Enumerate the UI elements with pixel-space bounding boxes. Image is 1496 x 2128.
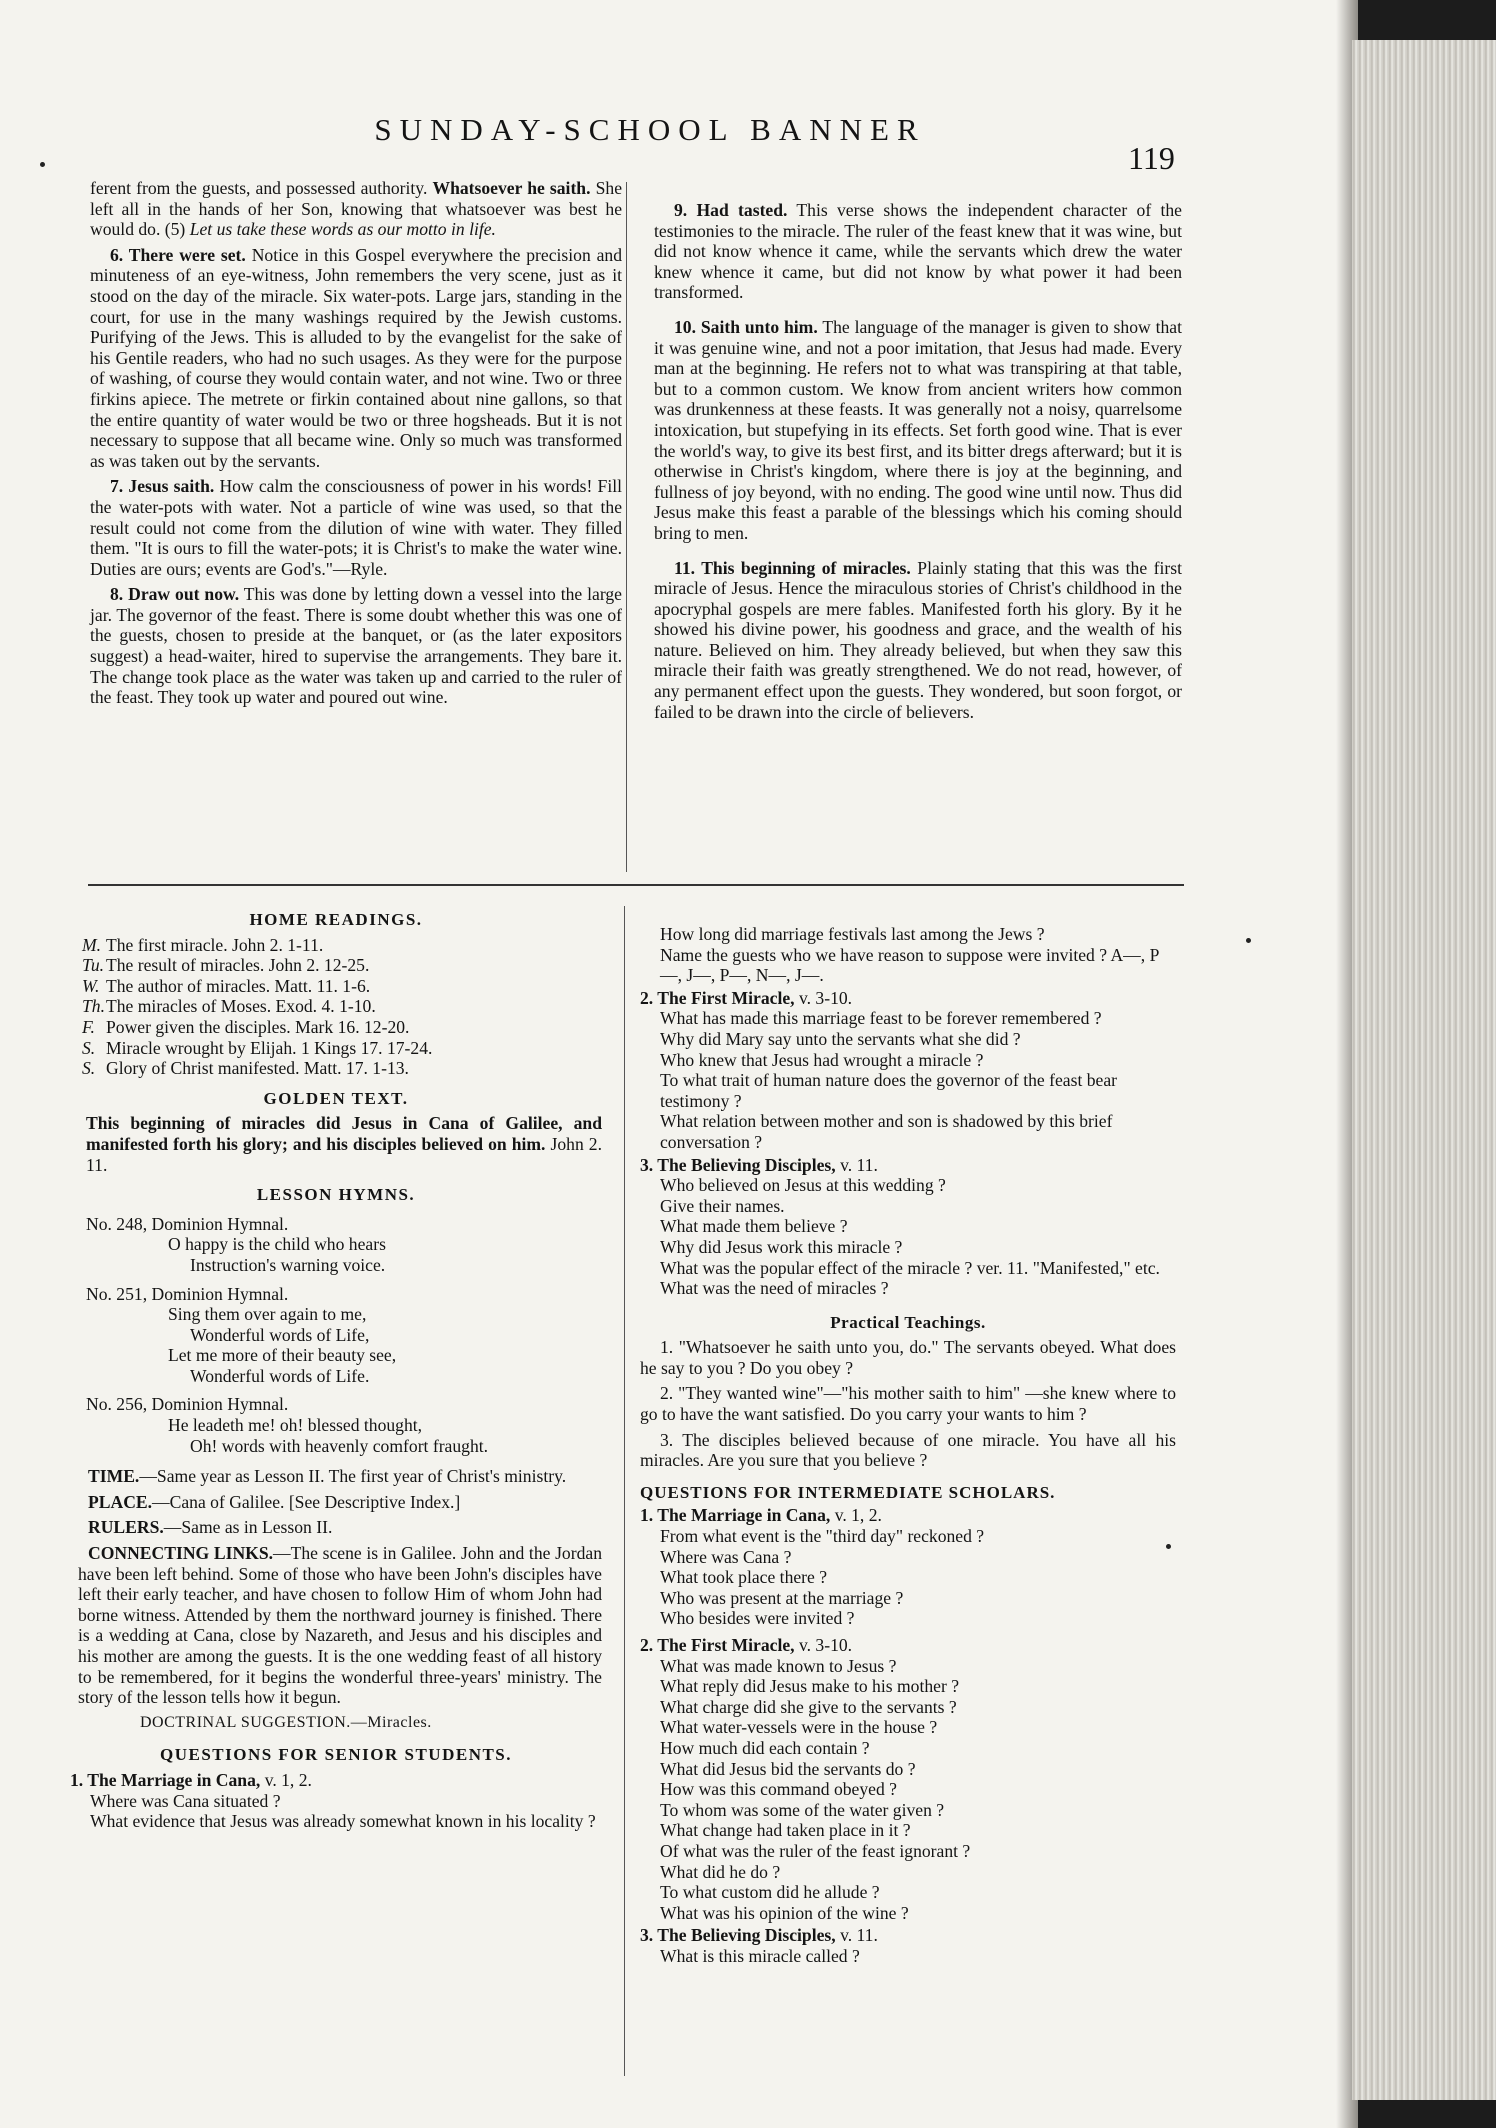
reading-day: W. bbox=[82, 975, 100, 996]
reading-text: Miracle wrought by Elijah. 1 Kings 17. 17-24. bbox=[106, 1037, 433, 1058]
practical-teachings-list bbox=[640, 1337, 1176, 1471]
lesson-time-label: TIME. bbox=[88, 1466, 140, 1487]
question-item: What made them believe ? bbox=[660, 1216, 848, 1237]
lesson-time-value: —Same year as Lesson II. The first year of Christ's ministry. bbox=[139, 1466, 567, 1487]
golden-text bbox=[86, 1113, 602, 1175]
question-item: Name the guests who we have reason to suppose were invited ? A—, P—, J—, P—, N—, J—. bbox=[660, 944, 1160, 986]
senior-section-1-heading bbox=[70, 1770, 602, 1791]
question-item: To what trait of human nature does the governor of the feast bear testimony ? bbox=[660, 1070, 1118, 1111]
page-edges bbox=[1352, 40, 1496, 2100]
practical-teaching-item: 1. "Whatsoever he saith unto you, do." The servants obeyed. What does he say to you ? Do you obey ? bbox=[640, 1337, 1176, 1378]
question-item: What is this miracle called ? bbox=[660, 1945, 860, 1966]
question-item: What did he do ? bbox=[660, 1861, 781, 1882]
lesson-rulers bbox=[78, 1517, 602, 1538]
note-9-body: This verse shows the independent character of the testimonies to the miracle. The ruler of the feast knew that it was wine, but did not know whence it came, while the servants which drew the water knew whence it came, but did not know by what power it had been transformed. bbox=[654, 200, 1182, 303]
intermediate-questions-title: QUESTIONS FOR INTERMEDIATE SCHOLARS. bbox=[640, 1482, 1056, 1502]
reading-item bbox=[82, 955, 602, 976]
question-item: Who was present at the marriage ? bbox=[660, 1587, 904, 1608]
column-divider bbox=[624, 906, 625, 2076]
note-intro-text: ferent from the guests, and possessed authority. bbox=[90, 178, 428, 198]
intermediate-section-1-questions bbox=[640, 1526, 1176, 1629]
note-11-head: 11. This beginning of miracles. bbox=[674, 557, 911, 578]
home-readings-title: HOME READINGS. bbox=[249, 910, 423, 929]
reading-item bbox=[82, 1017, 602, 1038]
senior-section-3-questions bbox=[640, 1175, 1176, 1299]
question-item: From what event is the "third day" reckoned ? bbox=[660, 1526, 985, 1547]
intermediate-s1-ref: v. 1, 2. bbox=[834, 1505, 882, 1526]
question-item: What took place there ? bbox=[660, 1567, 828, 1588]
question-item: Of what was the ruler of the feast ignorant ? bbox=[660, 1840, 971, 1861]
question-item: What was his opinion of the wine ? bbox=[660, 1902, 909, 1923]
note-11-body: Plainly stating that this was the first miracle of Jesus. Hence the miraculous stories of Christ's childhood in the apocryphal gospels are mere fables. Manifested forth his glory. By it he showed his divine power, his goodness and grace, and the wealth of his nature. Believed on him. They already believed, but when they saw this miracle their faith was greatly strengthened. We do not read, however, of any permanent effect upon the guests. They wondered, but soon forgot, or failed to be drawn into the circle of believers. bbox=[654, 557, 1182, 722]
note-9-head: 9. Had tasted. bbox=[674, 200, 788, 220]
practical-teaching-item: 3. The disciples believed because of one miracle. You have all his miracles. Are you sure that you believe ? bbox=[640, 1429, 1176, 1471]
note-10-head: 10. Saith unto him. bbox=[674, 316, 818, 337]
reading-item bbox=[82, 996, 602, 1017]
senior-section-1-questions bbox=[70, 1791, 602, 1832]
hymn-line: He leadeth me! oh! blessed thought, bbox=[168, 1415, 423, 1436]
question-item: Give their names. bbox=[660, 1195, 785, 1216]
question-item: Who believed on Jesus at this wedding ? bbox=[660, 1175, 946, 1196]
hymn-line: Let me more of their beauty see, bbox=[168, 1345, 397, 1366]
lesson-rulers-value: —Same as in Lesson II. bbox=[163, 1517, 333, 1538]
intermediate-section-3-heading bbox=[640, 1925, 1176, 1946]
lesson-right-column bbox=[640, 924, 1176, 1967]
note-intro bbox=[90, 178, 622, 240]
question-item: What has made this marriage feast to be forever remembered ? bbox=[660, 1008, 1102, 1029]
senior-s2-head: 2. The First Miracle, bbox=[640, 987, 795, 1008]
reading-text: The result of miracles. John 2. 12-25. bbox=[106, 955, 370, 976]
intermediate-s1-head: 1. The Marriage in Cana, bbox=[640, 1505, 831, 1526]
hymn-number: No. 251, Dominion Hymnal. bbox=[86, 1283, 289, 1304]
question-item: What was the need of miracles ? bbox=[660, 1278, 889, 1299]
reading-day: Th. bbox=[82, 996, 105, 1017]
hymn-line: Wonderful words of Life, bbox=[190, 1324, 370, 1345]
question-item: To what custom did he allude ? bbox=[660, 1882, 880, 1903]
hymn-number: No. 248, Dominion Hymnal. bbox=[86, 1213, 289, 1234]
intermediate-s2-head: 2. The First Miracle, bbox=[640, 1635, 795, 1655]
lesson-left-column bbox=[70, 904, 602, 1832]
question-item: What relation between mother and son is shadowed by this brief conversation ? bbox=[660, 1111, 1113, 1152]
hymn-number: No. 256, Dominion Hymnal. bbox=[86, 1394, 289, 1415]
question-item: To whom was some of the water given ? bbox=[660, 1799, 945, 1820]
note-intro-bold: Whatsoever he saith. bbox=[432, 178, 591, 198]
note-8-body: This was done by letting down a vessel into the large jar. The governor of the feast. There is some doubt whether this was one of the guests, chosen to preside at the banquet, or (as the later expositors suggest) a head-waiter, hired to supervise the arrangements. They bare it. The change took place as the water was taken up and carried to the ruler of the feast. They took up water and poured out wine. bbox=[90, 584, 622, 708]
practical-teaching-item: 2. "They wanted wine"—"his mother saith to him" —she knew where to go to have the want satisfied. Do you carry your wants to him ? bbox=[640, 1383, 1176, 1425]
golden-text-body: This beginning of miracles did Jesus in Cana of Galilee, and manifested forth his glory; and his disciples believed on him. bbox=[86, 1113, 602, 1154]
question-item: What was made known to Jesus ? bbox=[660, 1655, 897, 1676]
reading-text: The author of miracles. Matt. 11. 1-6. bbox=[106, 975, 371, 996]
question-item: Who besides were invited ? bbox=[660, 1608, 855, 1629]
note-6 bbox=[90, 245, 622, 472]
notes-right-column bbox=[654, 200, 1182, 727]
question-item: What reply did Jesus make to his mother ? bbox=[660, 1676, 960, 1697]
senior-s1-head: 1. The Marriage in Cana, bbox=[70, 1769, 261, 1790]
home-readings-list bbox=[70, 935, 602, 1079]
question-item: What was the popular effect of the miracle ? ver. 11. "Manifested," etc. bbox=[660, 1257, 1160, 1278]
question-item: Where was Cana situated ? bbox=[90, 1790, 281, 1811]
senior-s1-ref: v. 1, 2. bbox=[264, 1769, 312, 1790]
intermediate-section-3-questions bbox=[640, 1946, 1176, 1967]
reading-item bbox=[82, 1038, 602, 1059]
note-9 bbox=[654, 200, 1182, 303]
note-7 bbox=[90, 476, 622, 579]
note-8-head: 8. Draw out now. bbox=[110, 584, 240, 605]
reading-text: Glory of Christ manifested. Matt. 17. 1-13. bbox=[106, 1058, 409, 1079]
golden-text-title: GOLDEN TEXT. bbox=[263, 1088, 409, 1108]
connecting-links bbox=[78, 1543, 602, 1708]
practical-teachings-title: Practical Teachings. bbox=[830, 1312, 986, 1332]
note-8 bbox=[90, 584, 622, 708]
note-7-body: How calm the consciousness of power in his words! Fill the water-pots with water. Not a particle of wine was used, so that the result could not come from the dilution of wine with water. They filled them. "It is ours to fill the water-pots; it is Christ's to make the water wine. Duties are ours; events are God's."—Ryle. bbox=[90, 476, 622, 579]
reading-day: S. bbox=[82, 1037, 96, 1058]
page-number: 119 bbox=[1128, 140, 1175, 176]
note-11 bbox=[654, 558, 1182, 723]
senior-section-1-continued bbox=[640, 924, 1176, 986]
section-rule bbox=[88, 884, 1184, 886]
lesson-place bbox=[78, 1492, 602, 1513]
reading-item bbox=[82, 976, 602, 997]
intermediate-s2-ref: v. 3-10. bbox=[798, 1635, 853, 1655]
reading-item bbox=[82, 1058, 602, 1079]
reading-item bbox=[82, 935, 602, 956]
senior-s3-ref: v. 11. bbox=[840, 1154, 878, 1175]
question-item: How was this command obeyed ? bbox=[660, 1779, 897, 1800]
question-item: What did Jesus bid the servants do ? bbox=[660, 1758, 916, 1779]
notes-left-column bbox=[90, 178, 622, 713]
senior-s2-ref: v. 3-10. bbox=[798, 987, 853, 1008]
golden-text-ref: John 2. 11. bbox=[86, 1133, 602, 1175]
lesson-time bbox=[78, 1466, 602, 1487]
senior-section-2-heading bbox=[640, 988, 1176, 1009]
intermediate-section-1-heading bbox=[640, 1505, 1176, 1526]
senior-s3-head: 3. The Believing Disciples, bbox=[640, 1154, 836, 1175]
doctrinal-suggestion: DOCTRINAL SUGGESTION.—Miracles. bbox=[140, 1713, 432, 1731]
question-item: What water-vessels were in the house ? bbox=[660, 1717, 938, 1738]
question-item: How long did marriage festivals last among the Jews ? bbox=[660, 924, 1045, 944]
intermediate-section-2-heading bbox=[640, 1635, 1176, 1656]
connecting-links-text: —The scene is in Galilee. John and the Jordan have been left behind. Some of those who have been John's disciples have left their early teacher, and have chosen to follow Him of whom John had borne witness. Attended by them the northward journey is finished. There is a wedding at Cana, close by Nazareth, and Jesus and his disciples and his mother are among the guests. It is the one wedding feast of all history to be remembered, for it begins the wonderful three-years' ministry. The story of the lesson tells how it begun. bbox=[78, 1543, 602, 1708]
lesson-hymns-list bbox=[70, 1214, 602, 1457]
reading-text: The miracles of Moses. Exod. 4. 1-10. bbox=[106, 996, 376, 1017]
question-item: What evidence that Jesus was already somewhat known in his locality ? bbox=[90, 1811, 596, 1832]
senior-section-3-heading bbox=[640, 1155, 1176, 1176]
question-item: What charge did she give to the servants ? bbox=[660, 1696, 957, 1717]
senior-questions-title: QUESTIONS FOR SENIOR STUDENTS. bbox=[159, 1745, 513, 1765]
question-item: Why did Jesus work this miracle ? bbox=[660, 1236, 903, 1257]
intermediate-s3-head: 3. The Believing Disciples, bbox=[640, 1925, 836, 1946]
reading-day: S. bbox=[82, 1058, 96, 1079]
lesson-place-label: PLACE. bbox=[88, 1491, 153, 1512]
lesson-hymns-title: LESSON HYMNS. bbox=[256, 1185, 416, 1205]
intermediate-section-2-questions bbox=[640, 1656, 1176, 1924]
note-6-body: Notice in this Gospel everywhere the precision and minuteness of an eye-witness, John remembers the very scene, just as it stood on the day of the miracle. Six water-pots. Large jars, standing in the court, for use in the many washings required by the Jewish customs. Purifying of the Jews. This is alluded to by the evangelist for the sake of his Gentile readers, who had no such usages. As they were for the purpose of washing, of course they would contain water, and not wine. Two or three firkins apiece. The metrete or firkin contained about nine gallons, so that the entire quantity of water would be two or three hogsheads. But it is not necessary to suppose that all became wine. Only so much was transformed as was taken out by the servants. bbox=[90, 244, 623, 471]
column-divider bbox=[626, 182, 627, 872]
hymn-line: Oh! words with heavenly comfort fraught. bbox=[190, 1435, 489, 1456]
note-10-body: The language of the manager is given to show that it was genuine wine, and not a poor imitation, that Jesus had made. Every man at the beginning. He refers not to what was transpiring at that table, but to a common custom. We know from ancient writers how common was drunkenness at these feasts. It was generally not a noisy, quarrelsome intoxication, but stupefying in its effects. Set forth good wine. That is ever the world's way, to give its best first, and its bitter dregs afterward; but it is otherwise in Christ's kingdom, where there is joy at the beginning, and fullness of joy beyond, with no ending. The good wine until now. Thus did Jesus make this feast a parable of the blessings which his coming should bring to men. bbox=[654, 316, 1182, 543]
question-item: How much did each contain ? bbox=[660, 1737, 870, 1758]
hymn-line: Sing them over again to me, bbox=[168, 1304, 367, 1325]
hymn-line: Wonderful words of Life. bbox=[190, 1365, 370, 1386]
reading-day: M. bbox=[82, 934, 102, 955]
margin-dot bbox=[1246, 938, 1251, 943]
note-7-head: 7. Jesus saith. bbox=[110, 476, 215, 497]
margin-dot bbox=[40, 162, 45, 167]
question-item: What change had taken place in it ? bbox=[660, 1820, 911, 1841]
connecting-links-label: CONNECTING LINKS. bbox=[88, 1543, 274, 1564]
reading-day: Tu. bbox=[82, 955, 105, 976]
senior-section-2-questions bbox=[640, 1008, 1176, 1152]
note-intro-rest: She left all in the hands of her Son, knowing that whatsoever was best he would do. (5) bbox=[90, 178, 622, 240]
note-10 bbox=[654, 317, 1182, 544]
question-item: Who knew that Jesus had wrought a miracle ? bbox=[660, 1049, 984, 1070]
hymn-line: Instruction's warning voice. bbox=[190, 1254, 386, 1275]
reading-day: F. bbox=[82, 1016, 95, 1037]
note-intro-motto: Let us take these words as our motto in life. bbox=[189, 219, 496, 240]
lesson-place-value: —Cana of Galilee. [See Descriptive Index.] bbox=[152, 1491, 461, 1512]
running-title: SUNDAY-SCHOOL BANNER bbox=[374, 112, 926, 147]
reading-text: Power given the disciples. Mark 16. 12-20. bbox=[106, 1016, 410, 1037]
lesson-rulers-label: RULERS. bbox=[88, 1517, 164, 1538]
note-6-head: 6. There were set. bbox=[110, 244, 246, 265]
reading-text: The first miracle. John 2. 1-11. bbox=[106, 934, 324, 955]
question-item: Where was Cana ? bbox=[660, 1546, 792, 1567]
hymn-line: O happy is the child who hears bbox=[168, 1234, 386, 1255]
intermediate-s3-ref: v. 11. bbox=[840, 1925, 878, 1946]
question-item: Why did Mary say unto the servants what she did ? bbox=[660, 1028, 1021, 1049]
